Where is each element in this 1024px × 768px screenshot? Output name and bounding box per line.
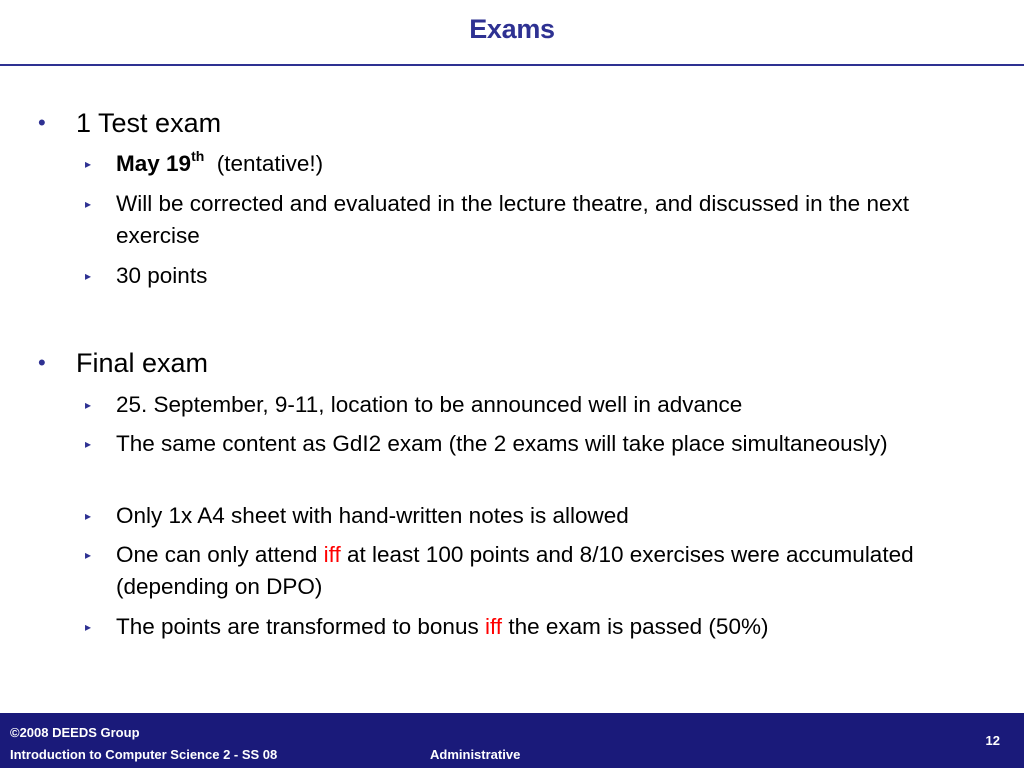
title-divider [0, 64, 1024, 66]
list-item: One can only attend iff at least 100 points and 8/10 exercises were accumulated (depending on DPO) [116, 542, 914, 599]
bullet-icon: • [38, 350, 46, 375]
arrow-bullet-icon: ▸ [85, 269, 92, 283]
arrow-bullet-icon: ▸ [85, 157, 92, 171]
arrow-bullet-icon: ▸ [85, 197, 92, 211]
iff-highlight: iff [323, 542, 341, 567]
list-item: The same content as GdI2 exam (the 2 exams will take place simultaneously) [116, 431, 888, 456]
list-item: 25. September, 9-11, location to be announced well in advance [116, 392, 743, 417]
slide-title: Exams [469, 14, 555, 44]
page-number: 12 [985, 733, 1000, 748]
footer-copyright: ©2008 DEEDS Group [10, 725, 140, 740]
footer-course: Introduction to Computer Science 2 - SS 08 [10, 747, 278, 762]
arrow-bullet-icon: ▸ [85, 398, 92, 412]
iff-highlight: iff [484, 614, 503, 639]
tentative-note: (tentative!) [216, 151, 324, 176]
list-item [116, 148, 976, 180]
list-item: Only 1x A4 sheet with hand-written notes is allowed [116, 503, 629, 528]
bullet-icon: • [38, 110, 46, 135]
list-item: Will be corrected and evaluated in the lecture theatre, and discussed in the next exercise [116, 191, 909, 248]
list-item: The points are transformed to bonus iff the exam is passed (50%) [116, 614, 769, 639]
section-heading: 1 Test exam [76, 108, 222, 138]
list-item: 30 points [116, 263, 208, 288]
section-heading: Final exam [76, 348, 209, 378]
arrow-bullet-icon: ▸ [85, 437, 92, 451]
footer-section: Administrative [430, 747, 521, 762]
date-text: May 19th [116, 147, 205, 176]
arrow-bullet-icon: ▸ [85, 620, 92, 634]
slide-footer [0, 713, 1024, 768]
arrow-bullet-icon: ▸ [85, 548, 92, 562]
arrow-bullet-icon: ▸ [85, 509, 92, 523]
